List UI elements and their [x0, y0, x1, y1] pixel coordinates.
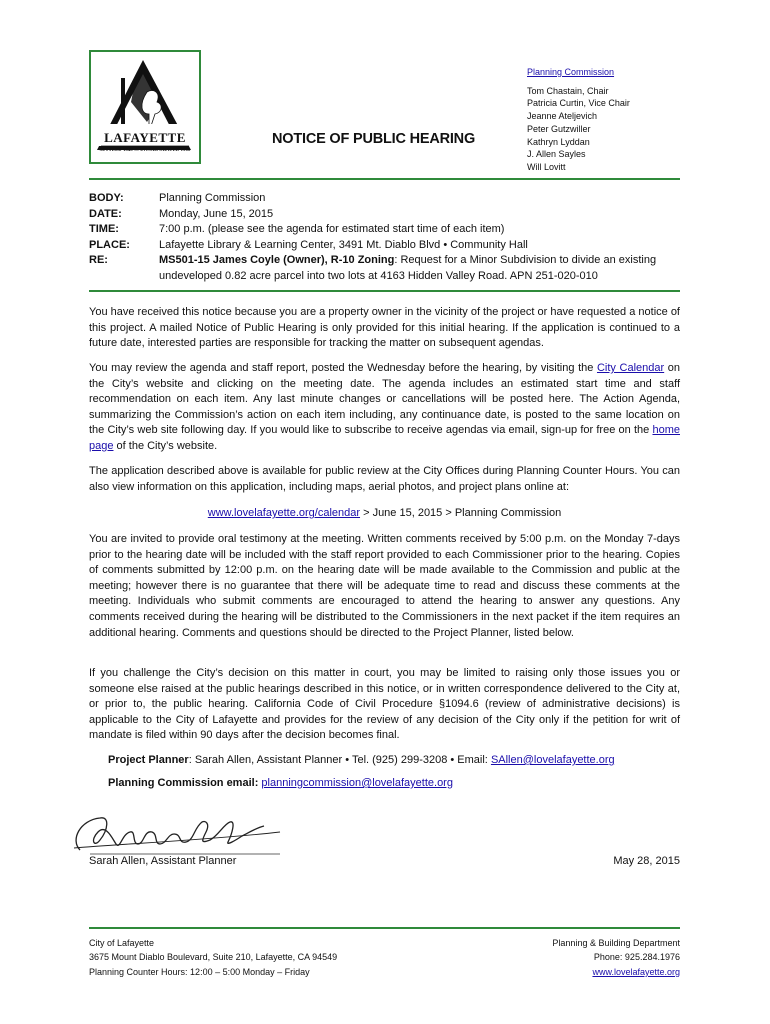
project-planner-text: : Sarah Allen, Assistant Planner • Tel. (925) 299-3208 • Email: — [188, 754, 491, 766]
time-label: TIME: — [89, 223, 119, 236]
commission-email-line — [108, 776, 453, 792]
project-planner-line — [108, 753, 615, 769]
footer-hours: Planning Counter Hours: 12:00 – 5:00 Monday – Friday — [89, 966, 310, 977]
footer-city: City of Lafayette — [89, 938, 155, 948]
place-label: PLACE: — [89, 238, 130, 251]
city-logo — [89, 50, 201, 164]
time-row — [89, 222, 689, 238]
signatory-name: Sarah Allen, Assistant Planner — [89, 855, 237, 867]
paragraph-legal: If you challenge the City’s decision on this matter in court, you may be limited to raising only those issues you or someone else raised at the public hearings described in this notice, or in written correspondence delivered to the City at, or prior to, the public hearing. California Code of Civil Procedure §1094.6 (review of administrative decisions) is applicable to the City of Lafayette and provides for the review of any decision of the City only if the petition for writ of mandate is filed within 90 days after the decision becomes final. — [89, 667, 680, 742]
commission-email-label: Planning Commission email: — [108, 777, 259, 789]
re-row — [89, 253, 689, 284]
hearing-details — [89, 191, 689, 285]
paragraph-agenda — [89, 361, 680, 455]
footer-website-link[interactable]: www.lovelafayette.org — [592, 966, 680, 977]
place-value: Lafayette Library & Learning Center, 3491 Mt. Diablo Blvd • Community Hall — [159, 238, 528, 251]
planner-email-link[interactable]: SAllen@lovelafayette.org — [490, 754, 615, 766]
member-item: Jeanne Ateljevich — [527, 111, 598, 122]
logo-name: LAFAYETTE — [104, 130, 186, 145]
body-value: Planning Commission — [159, 192, 266, 204]
commission-heading-link[interactable]: Planning Commission — [527, 67, 615, 77]
commission-roster — [527, 66, 630, 174]
body-label: BODY: — [89, 192, 124, 204]
footer-phone: Phone: 925.284.1976 — [593, 952, 680, 963]
logo-subtitle: SETTLED 1848 — INCORPORATED 1968 — [99, 147, 191, 152]
calendar-url-link[interactable]: www.lovelafayette.org/calendar — [207, 507, 361, 519]
date-row — [89, 207, 689, 223]
time-value: 7:00 p.m. (please see the agenda for estimated start time of each item) — [159, 223, 505, 236]
signature-date: May 28, 2015 — [613, 855, 680, 867]
details-divider — [89, 290, 680, 292]
paragraph-agenda-text-a: You may review the agenda and staff report, posted the Wednesday before the hearing, by visiting the — [89, 362, 597, 374]
city-calendar-link[interactable]: City Calendar — [596, 362, 665, 374]
member-item: Tom Chastain, Chair — [527, 85, 609, 96]
member-item: Patricia Curtin, Vice Chair — [527, 98, 630, 109]
paragraph-notice-reason: You have received this notice because you are a property owner in the vicinity of the project or have requested a notice of this project. A mailed Notice of Public Hearing is only provided for this initial hearing. If the application is continued to a future date, interested parties are responsible for tracking the matter on subsequent agendas. — [89, 306, 680, 350]
footer-street: 3675 Mount Diablo Boulevard, Suite 210, Lafayette, CA 94549 — [89, 952, 338, 963]
calendar-url-tail: > June 15, 2015 > Planning Commission — [360, 507, 562, 519]
paragraph-agenda-text-c: of the City’s website. — [113, 439, 218, 452]
home-page-link[interactable]: home page — [89, 424, 680, 452]
paragraph-agenda-text-b: on the City’s website and clicking on the meeting date. The agenda includes an estimated start time and staff recommendation on each item. Any last minute changes or cancellations will be posted here. The Action Agenda, summarizing the Commission’s action on each item including, any continuance date, is posted to the same location on the City’s web site following day. If you would like to subscribe to receive agendas via email, sign-up for free on the — [89, 362, 681, 437]
footer-divider — [89, 927, 680, 929]
header-divider — [89, 178, 680, 180]
place-row — [89, 238, 689, 254]
footer-address — [89, 936, 337, 979]
re-value — [159, 253, 689, 284]
date-value: Monday, June 15, 2015 — [159, 207, 274, 220]
footer-department — [480, 936, 680, 979]
date-label: DATE: — [89, 207, 122, 220]
project-planner-label: Project Planner — [108, 754, 189, 766]
member-item: Peter Gutzwiller — [527, 123, 591, 134]
body-row — [89, 191, 689, 207]
calendar-url-line — [89, 506, 680, 522]
paragraph-testimony: You are invited to provide oral testimony at the meeting. Written comments received by 5:00 p.m. on the Monday 7-days prior to the hearing date will be included with the staff report provided to each Commissioner prior to the hearing. Copies of comments submitted by 12:00 p.m. on the hearing date will be made available to the Commission and public at the meeting; however there is no guarantee that there will be adequate time to read and discuss these comments at the meeting. Individuals who submit comments are encouraged to attend the hearing to answer any questions. Any comments received during the hearing will be distributed to the Commissioners in the next packet if the item requires an additional hearing. Comments and questions should be directed to the Project Planner, listed below. — [89, 533, 680, 639]
re-case-title: MS501-15 James Coyle (Owner), R-10 Zoning — [159, 254, 395, 267]
paragraph-public-review: The application described above is available for public review at the City Offices during Planning Counter Hours. You can also view information on this application, including maps, aerial photos, and project plans online at: — [89, 465, 680, 493]
member-item: Will Lovitt — [527, 161, 566, 172]
member-item: Kathryn Lyddan — [527, 136, 590, 147]
commission-email-link[interactable]: planningcommission@lovelafayette.org — [261, 777, 453, 789]
re-description: : Request for a Minor Subdivision to divide an existing undeveloped 0.82 acre parcel into two lots at 4163 Hidden Valley Road. APN 251-020-010 — [159, 254, 657, 282]
re-label: RE: — [89, 254, 108, 267]
footer-dept-name: Planning & Building Department — [552, 938, 680, 948]
member-item: J. Allen Sayles — [527, 149, 586, 160]
page-title: NOTICE OF PUBLIC HEARING — [272, 131, 476, 147]
